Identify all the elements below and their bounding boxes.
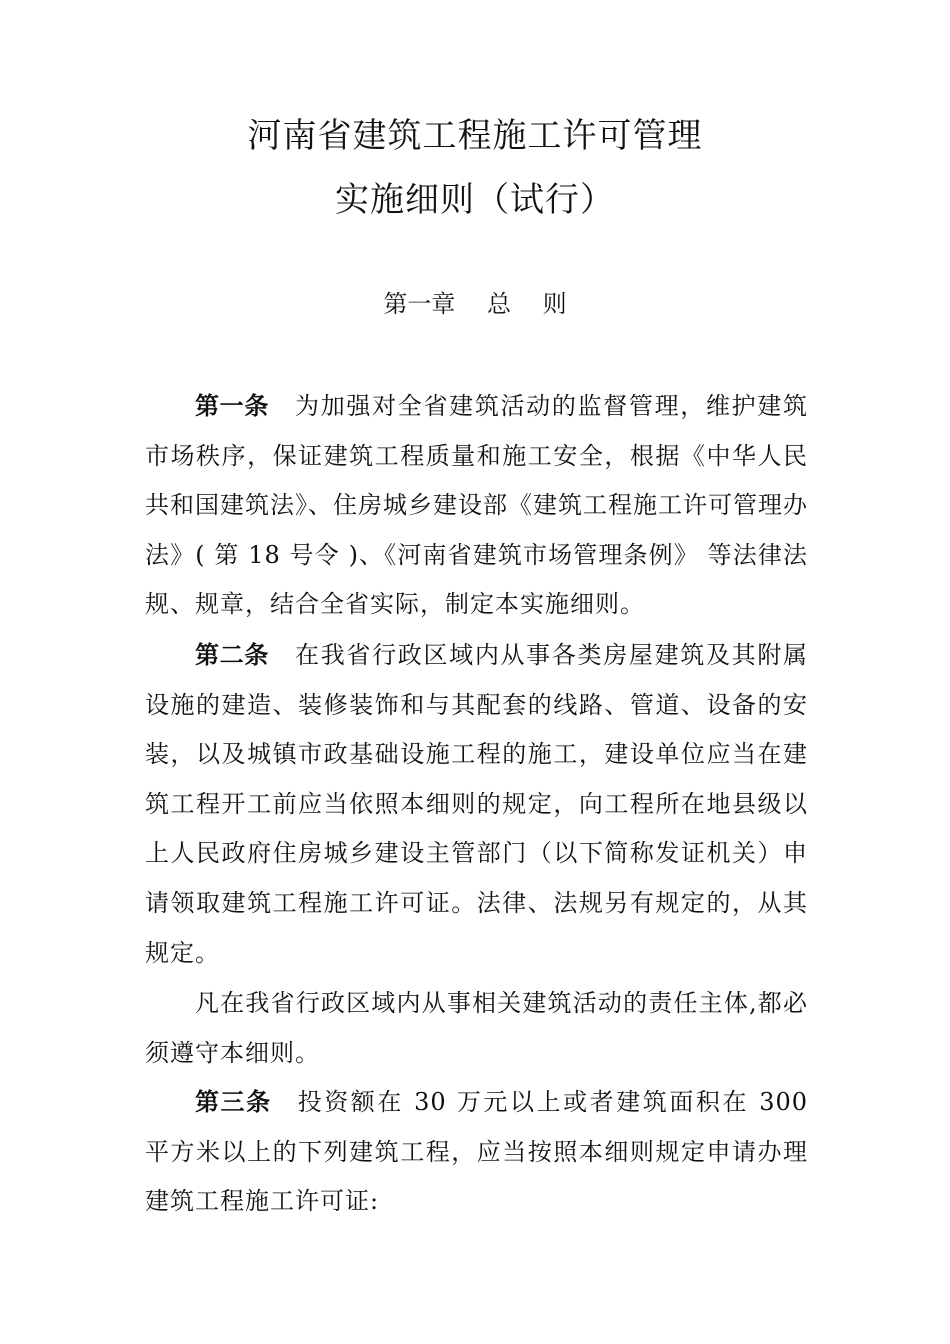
article-1-text: 为加强对全省建筑活动的监督管理，维护建筑市场秩序，保证建筑工程质量和施工安全，根据《中华人民共和国建筑法》、住房城乡建设部《建筑工程施工许可管理办法》( 第 18 号令 )、《河南省建筑市场管理条例》 等法律法规、规章，结合全省实际，制定本实施细则。 xyxy=(145,392,808,619)
article-3-text: 投资额在 30 万元以上或者建筑面积在 300 平方米以上的下列建筑工程，应当按照本细则规定申请办理建筑工程施工许可证: xyxy=(145,1088,809,1216)
article-2-label: 第二条 xyxy=(195,641,270,669)
document-title-line-1: 河南省建筑工程施工许可管理 xyxy=(247,116,703,156)
article-2 xyxy=(145,631,808,978)
article-1 xyxy=(145,382,808,630)
chapter-heading: 第一章 总 则 xyxy=(383,290,567,318)
article-2-continuation xyxy=(145,979,808,1078)
article-3-label: 第三条 xyxy=(195,1088,272,1116)
article-1-label: 第一条 xyxy=(195,392,270,420)
article-2-continuation-text: 凡在我省行政区域内从事相关建筑活动的责任主体,都必须遵守本细则。 xyxy=(145,989,808,1067)
article-3 xyxy=(145,1078,808,1227)
article-2-text: 在我省行政区域内从事各类房屋建筑及其附属设施的建造、装修装饰和与其配套的线路、管道、设备的安装，以及城镇市政基础设施工程的施工，建设单位应当在建筑工程开工前应当依照本细则的规定，向工程所在地县级以上人民政府住房城乡建设主管部门（以下简称发证机关）申请领取建筑工程施工许可证。法律、法规另有规定的，从其规定。 xyxy=(145,641,808,967)
document-title-line-2: 实施细则（试行） xyxy=(335,180,615,220)
